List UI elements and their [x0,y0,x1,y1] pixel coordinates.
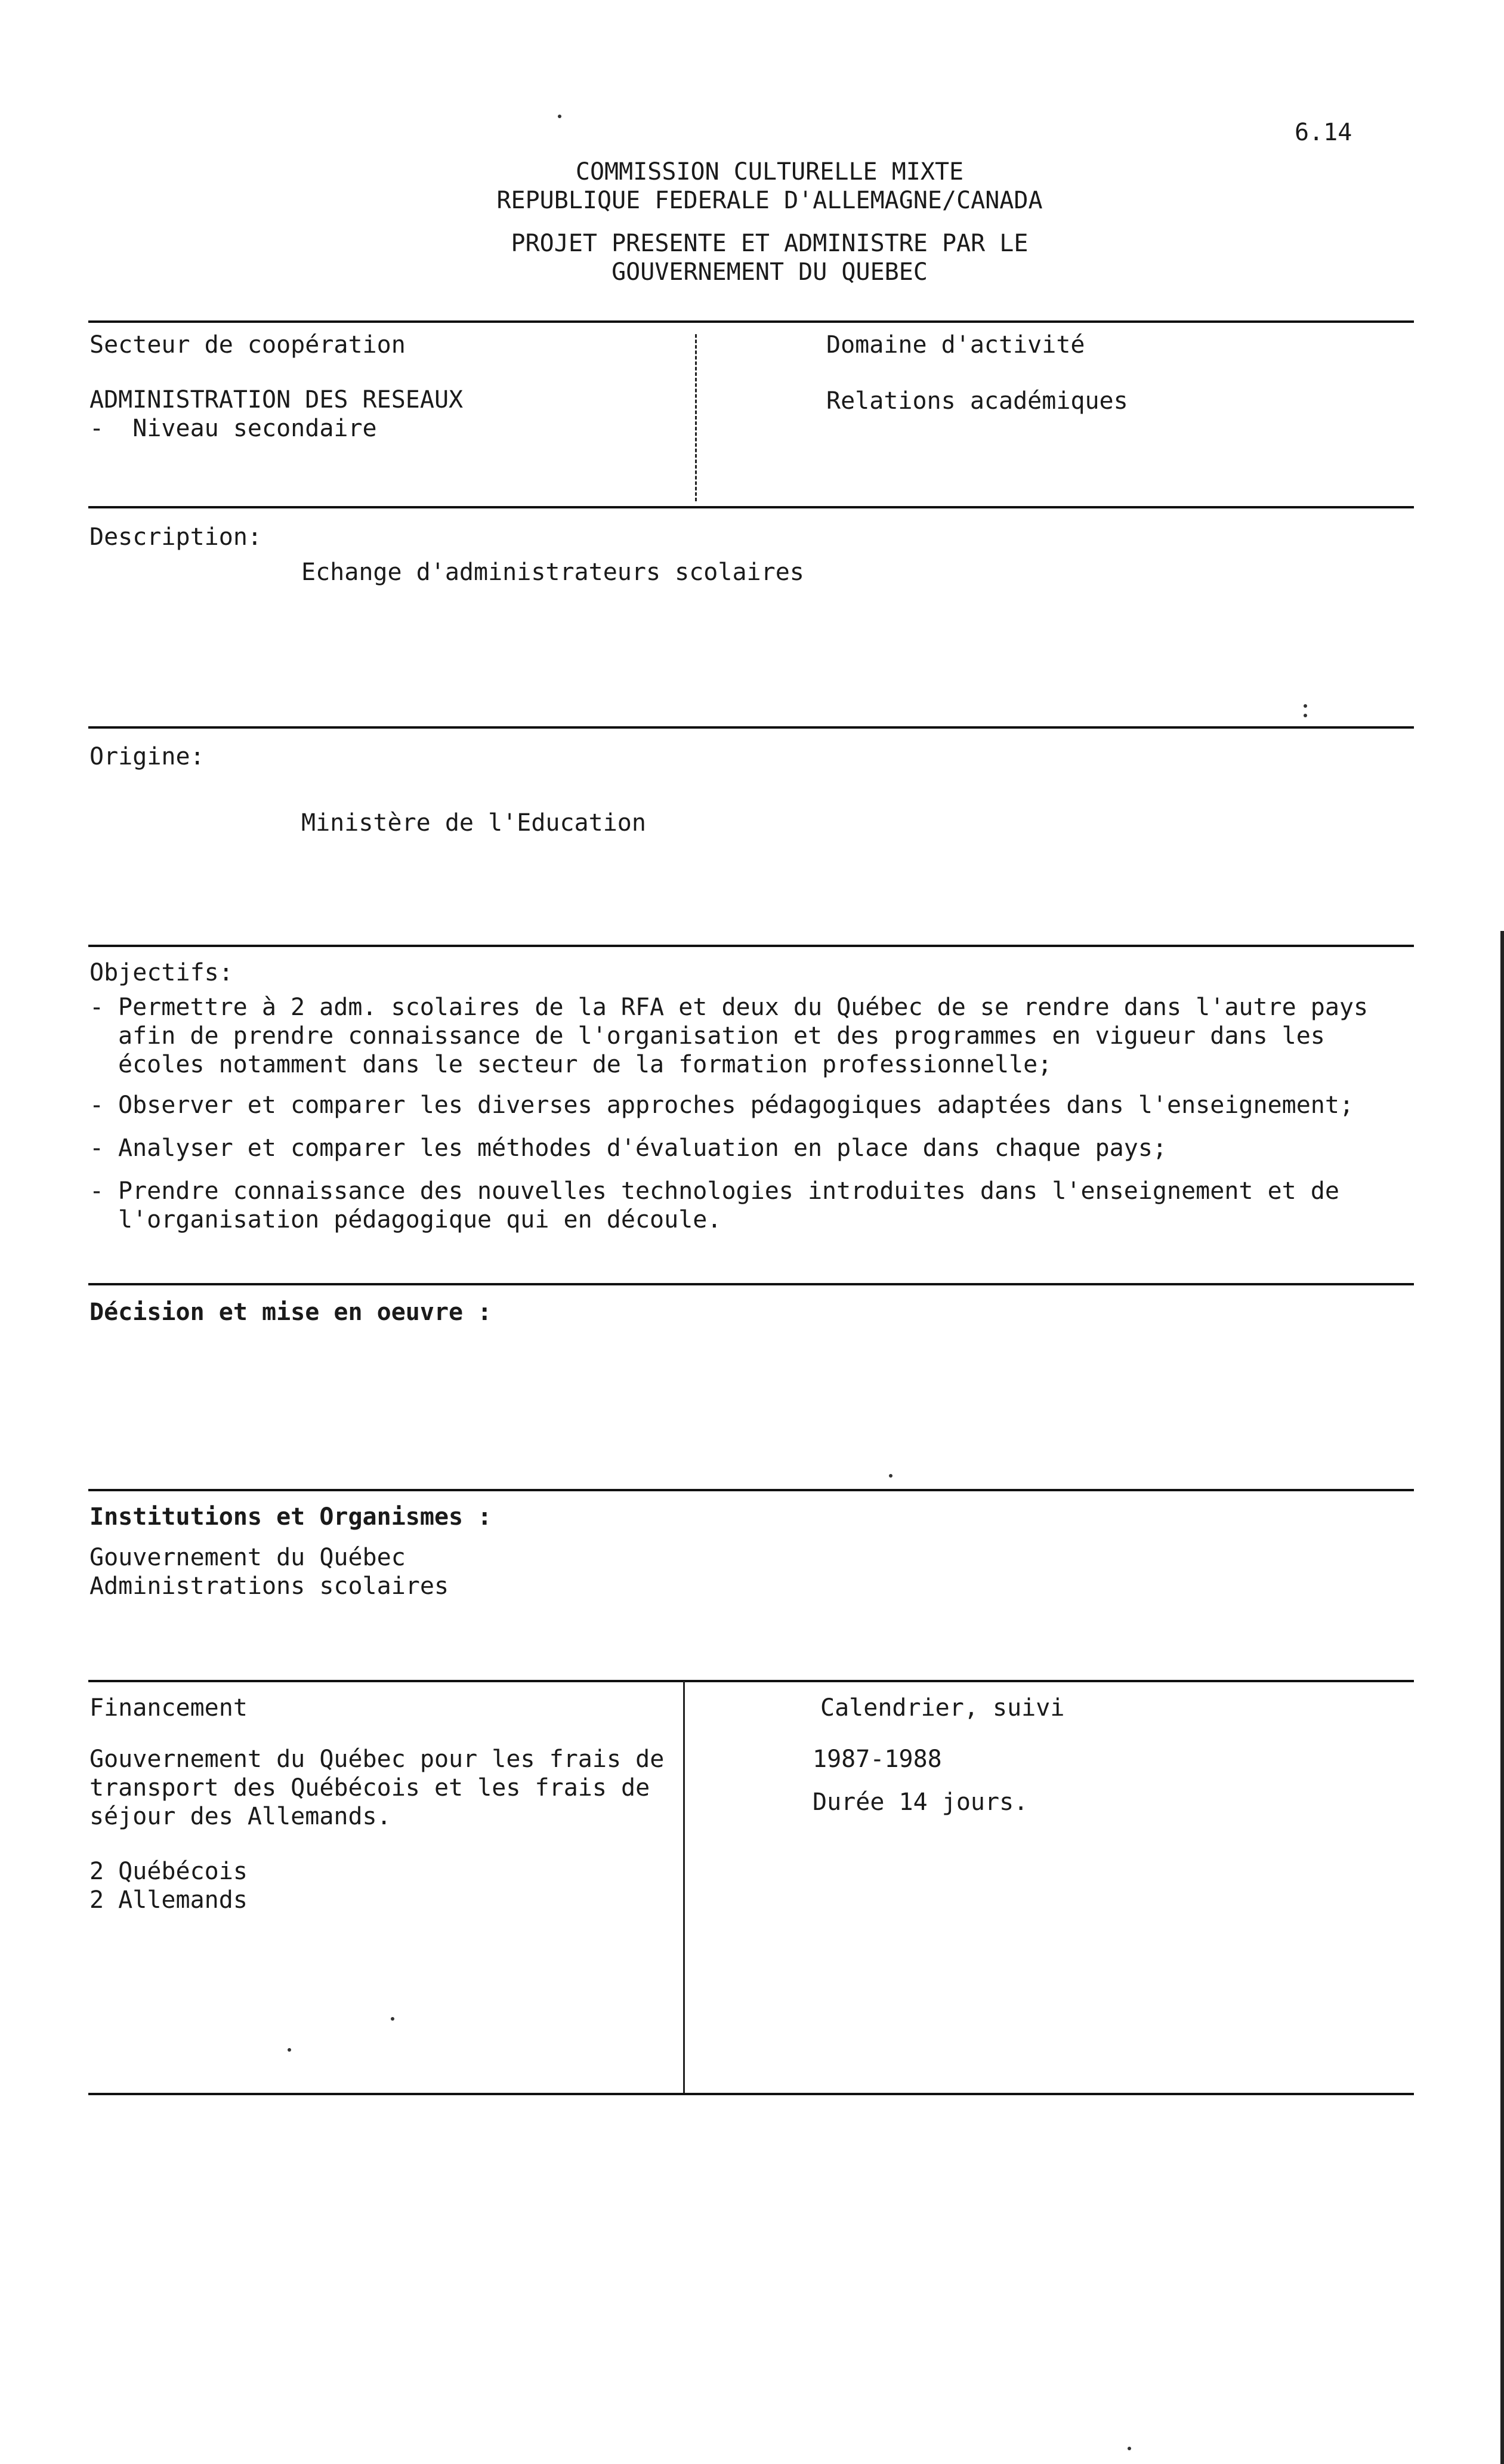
bullet: - [89,1134,104,1162]
scan-speck [391,2017,394,2021]
domaine-value: Relations académiques [826,387,1128,415]
bullet: - [89,1177,104,1205]
objectif-line: Observer et comparer les diverses approches pédagogiques adaptées dans l'enseignement; [118,1091,1354,1119]
domaine-label: Domaine d'activité [826,331,1085,359]
header-line-1: COMMISSION CULTURELLE MIXTE [575,158,964,186]
financement-line: transport des Québécois et les frais de [89,1774,650,1802]
secteur-label: Secteur de coopération [89,331,406,359]
section-divider [88,1680,1414,1682]
objectif-line: Permettre à 2 adm. scolaires de la RFA et deux du Québec de se rendre dans l'autre pays [118,994,1369,1021]
objectif-line: l'organisation pédagogique qui en découle. [118,1206,722,1233]
description-value: Echange d'administrateurs scolaires [301,559,804,586]
section-divider [88,1283,1414,1285]
scan-speck [1128,2447,1131,2450]
description-label: Description: [89,523,262,551]
section-divider [88,945,1414,947]
page-number: 6.14 [1295,119,1352,146]
scan-speck [288,2048,291,2052]
participant-line: 2 Québécois [89,1858,248,1885]
institution-line: Administrations scolaires [89,1572,449,1600]
scan-speck [558,115,561,118]
header-line-3: PROJET PRESENTE ET ADMINISTRE PAR LE [511,230,1029,257]
section-divider [88,320,1414,323]
objectif-line: afin de prendre connaissance de l'organisation et des programmes en vigueur dans les [118,1022,1325,1050]
scan-speck [889,1474,892,1478]
objectifs-label: Objectifs: [89,959,233,986]
financement-line: Gouvernement du Québec pour les frais de [89,1746,665,1773]
institutions-label: Institutions et Organismes : [89,1503,492,1531]
scan-edge [1500,931,1504,2464]
financement-line: séjour des Allemands. [89,1803,391,1830]
objectif-line: écoles notamment dans le secteur de la formation professionnelle; [118,1051,1052,1078]
decision-label: Décision et mise en oeuvre : [89,1299,492,1326]
scan-speck [1304,714,1307,717]
participant-line: 2 Allemands [89,1886,248,1914]
origine-value: Ministère de l'Education [301,809,646,837]
institution-line: Gouvernement du Québec [89,1544,406,1571]
column-divider [683,1681,685,2093]
scan-speck [1304,704,1307,708]
calendrier-duree: Durée 14 jours. [813,1788,1029,1816]
bullet: - [89,994,104,1021]
section-divider [88,726,1414,729]
secteur-value: ADMINISTRATION DES RESEAUX [89,386,464,414]
financement-label: Financement [89,1694,248,1722]
header-line-4: GOUVERNEMENT DU QUEBEC [612,258,928,286]
calendrier-label: Calendrier, suivi [820,1694,1065,1722]
section-divider [88,1489,1414,1491]
header-line-2: REPUBLIQUE FEDERALE D'ALLEMAGNE/CANADA [496,187,1043,214]
objectif-line: Analyser et comparer les méthodes d'évaluation en place dans chaque pays; [118,1134,1167,1162]
section-divider [88,2093,1414,2095]
objectif-line: Prendre connaissance des nouvelles technologies introduites dans l'enseignement et de [118,1177,1339,1205]
calendrier-years: 1987-1988 [813,1746,942,1773]
bullet: - [89,1091,104,1119]
section-divider [88,506,1414,508]
secteur-sub-value: - Niveau secondaire [89,415,377,442]
origine-label: Origine: [89,743,205,770]
column-divider [695,334,697,501]
